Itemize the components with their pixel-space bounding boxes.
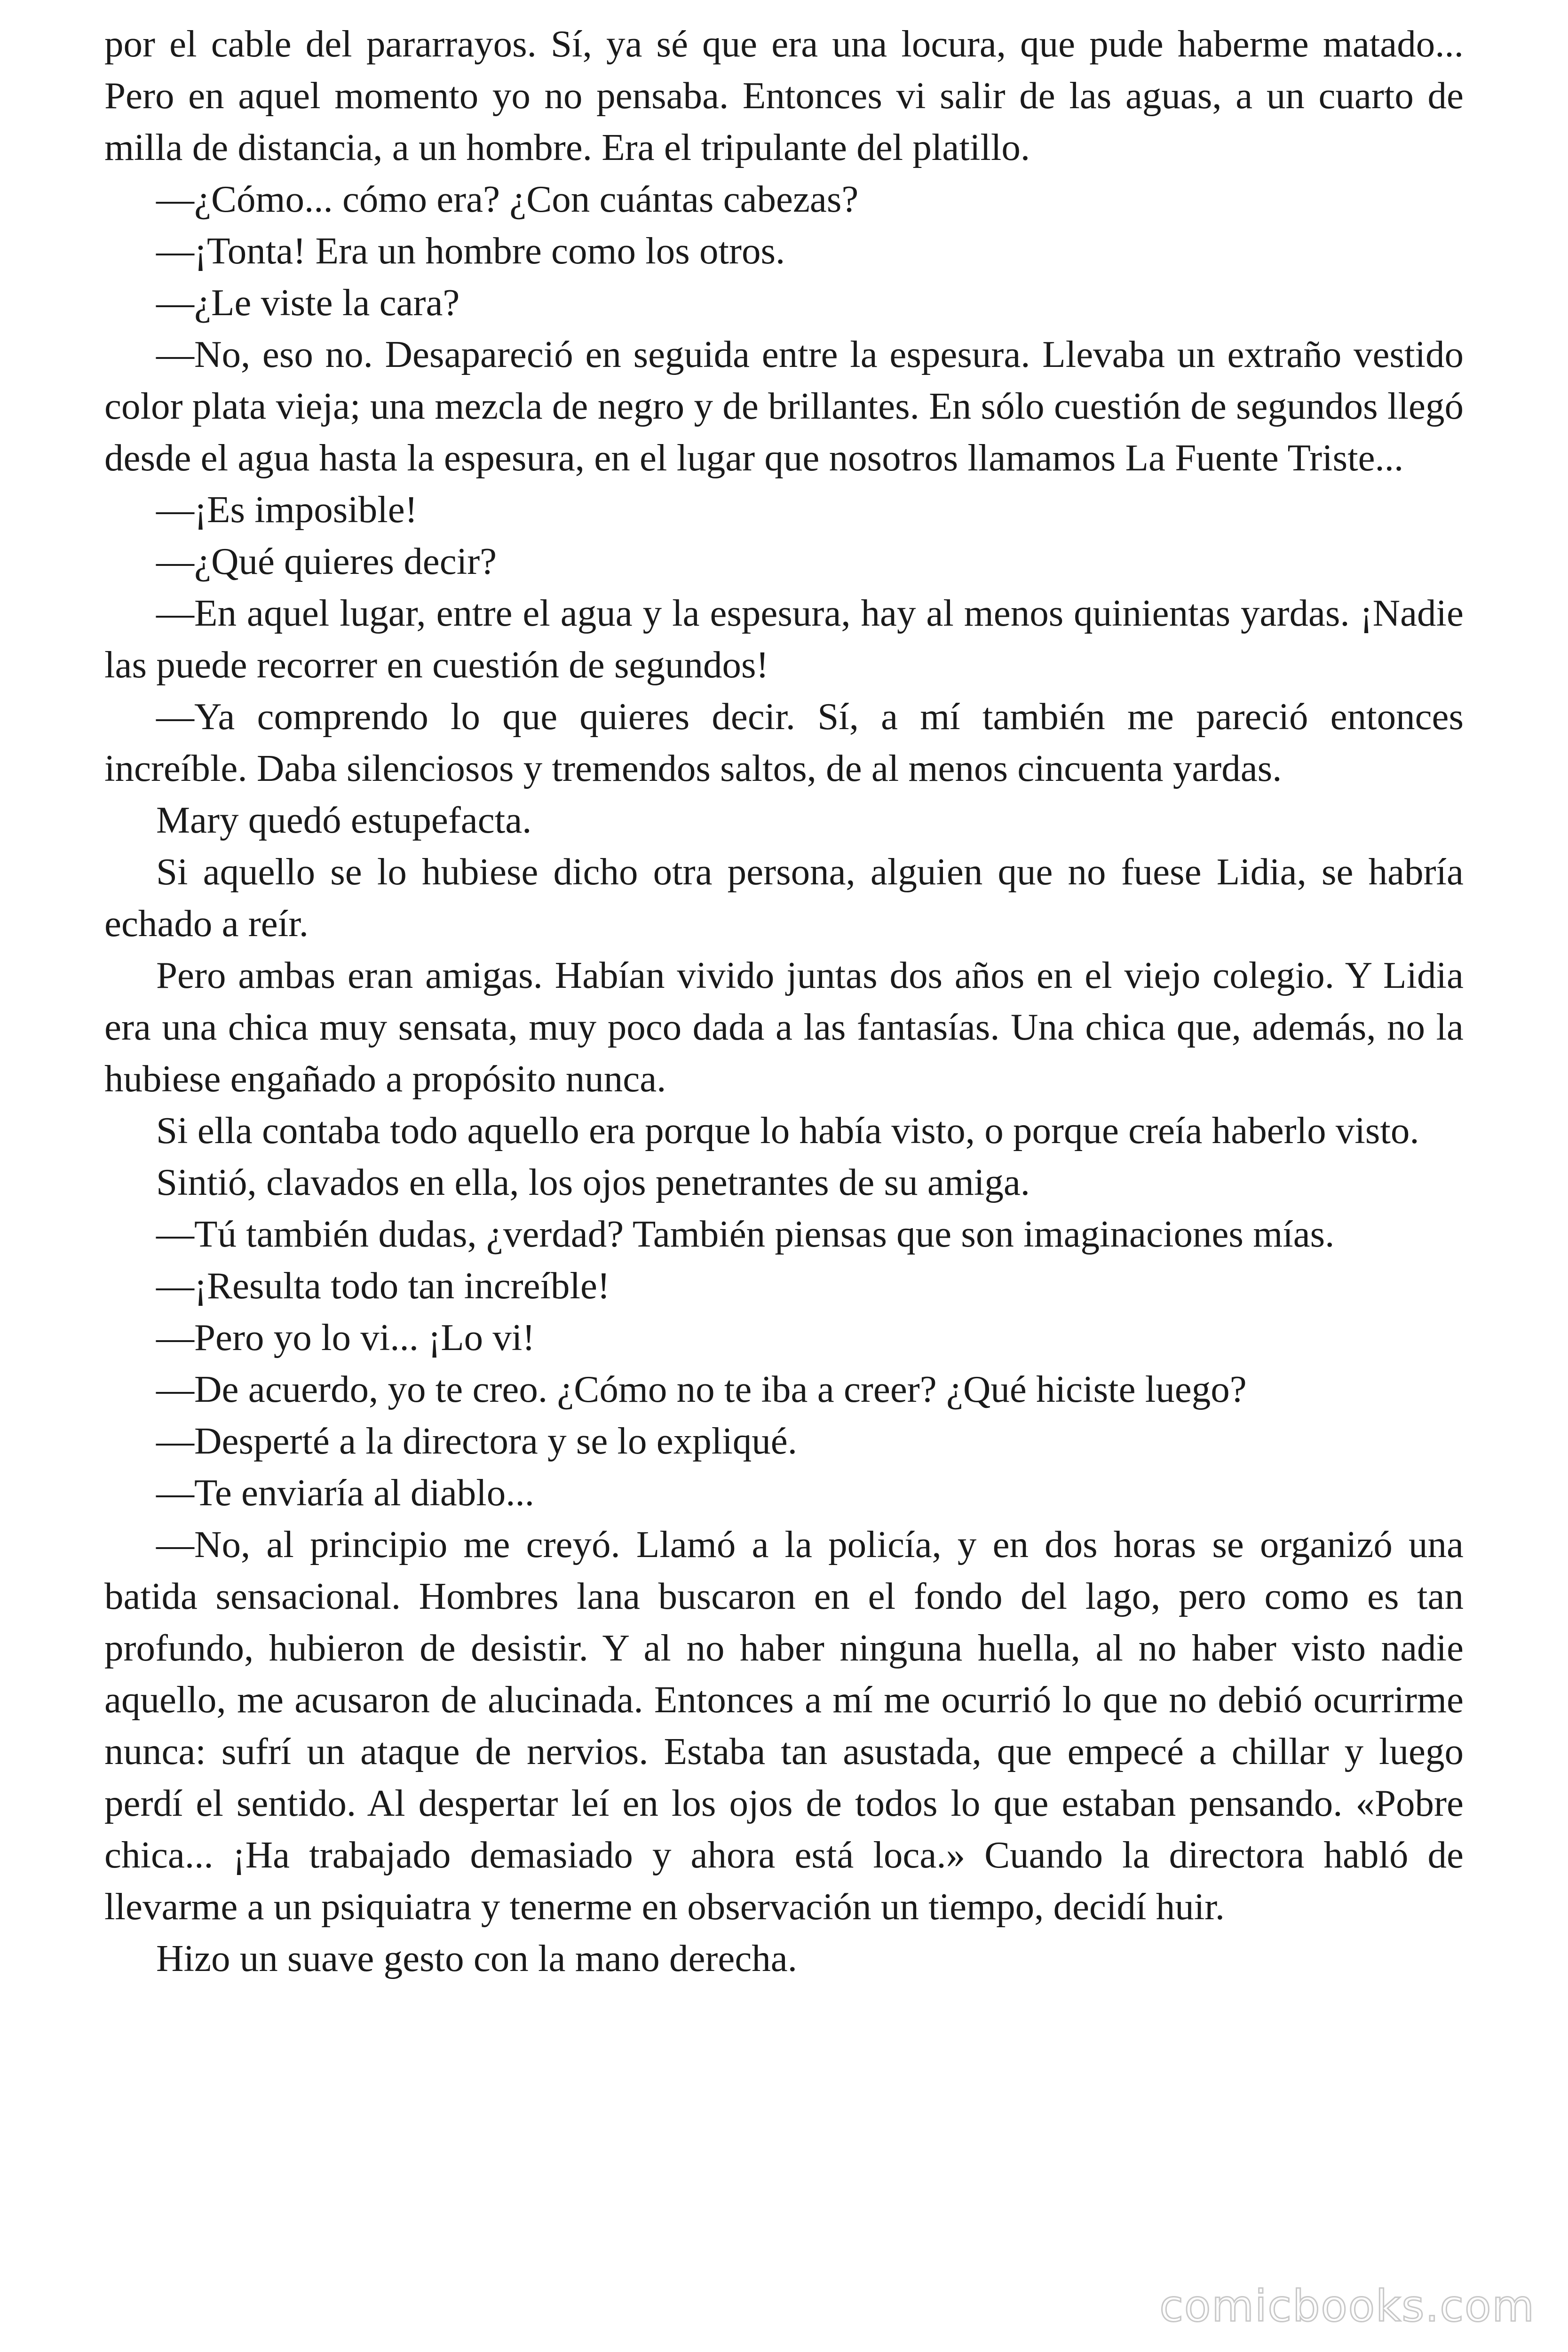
paragraph: por el cable del pararrayos. Sí, ya sé que era una locura, que pude haberme matado... Pero en aquel momento yo no pensaba. Entonces vi salir de las aguas, a un cuarto de milla de distancia, a un hombre. Era el tripulante del platillo.	[104, 23, 1464, 168]
paragraph: Si aquello se lo hubiese dicho otra persona, alguien que no fuese Lidia, se habría echado a reír.	[104, 850, 1464, 945]
paragraph: —De acuerdo, yo te creo. ¿Cómo no te iba a creer? ¿Qué hiciste luego?	[156, 1368, 1247, 1410]
paragraph: Mary quedó estupefacta.	[156, 799, 532, 841]
paragraph: —No, al principio me creyó. Llamó a la policía, y en dos horas se organizó una batida sensacional. Hombres lana buscaron en el fondo del lago, pero como es tan profundo, hubieron de desistir. Y al no haber ninguna huella, al no haber visto nadie aquello, me acusaron de alucinada. Entonces a mí me ocurrió lo que no debió ocurrirme nunca: sufrí un ataque de nervios. Estaba tan asustada, que empecé a chillar y luego perdí el sentido. Al despertar leí en los ojos de todos lo que estaban pensando. «Pobre chica... ¡Ha trabajado demasiado y ahora está loca.» Cuando la directora habló de llevarme a un psiquiatra y tenerme en observación un tiempo, decidí huir.	[104, 1523, 1464, 1928]
paragraph: Sintió, clavados en ella, los ojos penetrantes de su amiga.	[156, 1161, 1030, 1203]
paragraph: —¿Cómo... cómo era? ¿Con cuántas cabezas?	[156, 178, 859, 220]
paragraph: —Pero yo lo vi... ¡Lo vi!	[156, 1316, 535, 1359]
paragraph: —¡Es imposible!	[156, 488, 418, 531]
paragraph: —Te enviaría al diablo...	[156, 1471, 535, 1514]
paragraph: —Ya comprendo lo que quieres decir. Sí, a mí también me pareció entonces increíble. Daba silenciosos y tremendos saltos, de al menos cincuenta yardas.	[104, 695, 1464, 789]
paragraph: —En aquel lugar, entre el agua y la espesura, hay al menos quinientas yardas. ¡Nadie las puede recorrer en cuestión de segundos!	[104, 592, 1464, 686]
paragraph: —No, eso no. Desapareció en seguida entre la espesura. Llevaba un extraño vestido color plata vieja; una mezcla de negro y de brillantes. En sólo cuestión de segundos llegó desde el agua hasta la espesura, en el lugar que nosotros llamamos La Fuente Triste...	[104, 333, 1464, 479]
paragraph: —¿Le viste la cara?	[156, 281, 460, 324]
paragraph: —¿Qué quieres decir?	[156, 540, 497, 582]
paragraph: —¡Tonta! Era un hombre como los otros.	[156, 230, 785, 272]
paragraph: —Desperté a la directora y se lo expliqué.	[156, 1420, 797, 1462]
paragraph: Hizo un suave gesto con la mano derecha.	[156, 1937, 797, 1979]
paragraph: —¡Resulta todo tan increíble!	[156, 1264, 610, 1307]
page-text	[104, 18, 1464, 1984]
paragraph: Pero ambas eran amigas. Habían vivido juntas dos años en el viejo colegio. Y Lidia era una chica muy sensata, muy poco dada a las fantasías. Una chica que, además, no la hubiese engañado a propósito nunca.	[104, 954, 1464, 1100]
paragraph: —Tú también dudas, ¿verdad? También piensas que son imaginaciones mías.	[156, 1213, 1335, 1255]
watermark: comicbooks.com	[1159, 2281, 1535, 2331]
paragraph: Si ella contaba todo aquello era porque lo había visto, o porque creía haberlo visto.	[156, 1109, 1419, 1152]
